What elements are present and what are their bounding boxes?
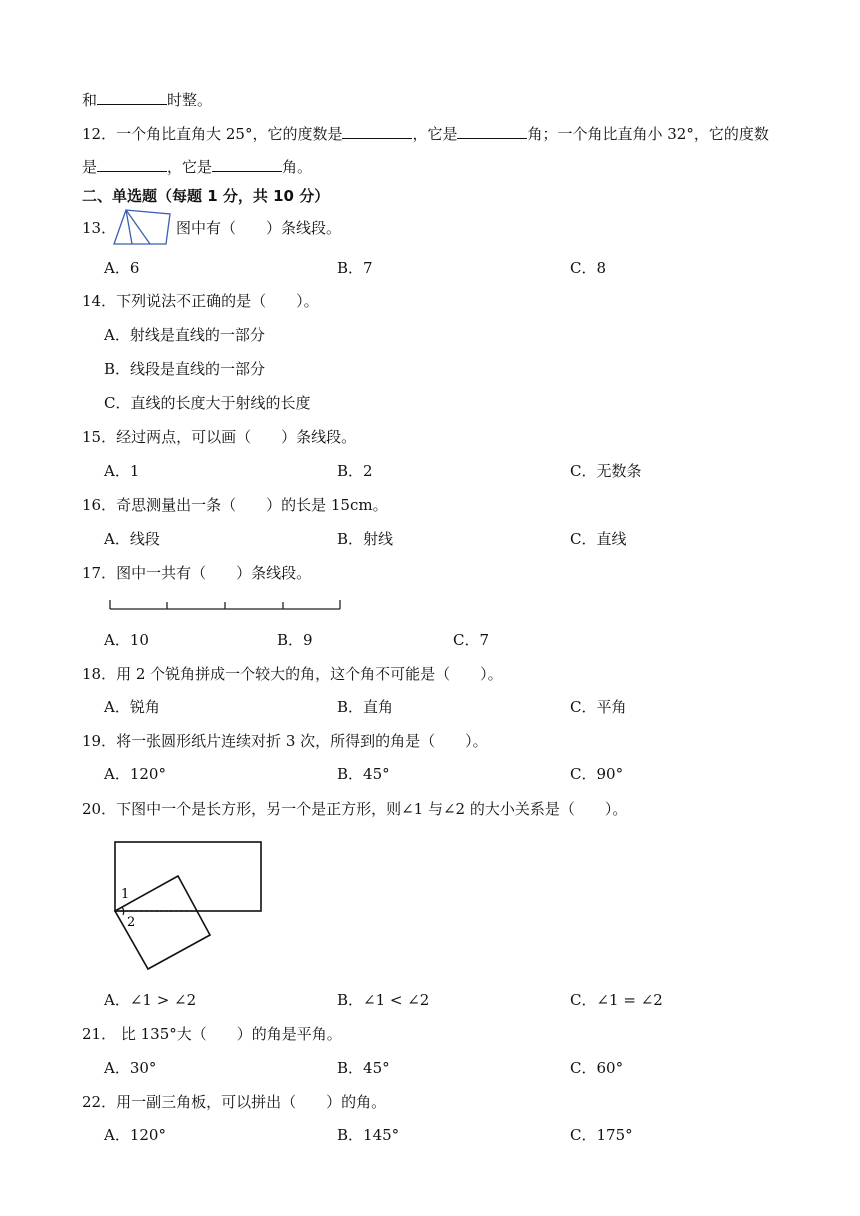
quadrilateral-segments-figure (112, 208, 174, 248)
question-20-text: 20．下图中一个是长方形，另一个是正方形，则∠1 与∠2 的大小关系是（ ）。 (82, 800, 628, 818)
option-a[interactable]: A．∠1 > ∠2 (104, 991, 197, 1009)
option-c[interactable]: C．平角 (570, 698, 627, 716)
option-a[interactable]: A．120° (104, 1126, 166, 1144)
answer-blank[interactable] (342, 122, 412, 139)
question-21-text: 21． 比 135°大（ ）的角是平角。 (82, 1025, 342, 1043)
question-12-line2: 是 ，它是 角。 (82, 155, 312, 177)
option-b[interactable]: B．2 (337, 462, 373, 480)
option-a[interactable]: A．6 (104, 259, 140, 277)
question-22-text: 22．用一副三角板，可以拼出（ ）的角。 (82, 1093, 387, 1111)
option-c[interactable]: C．8 (570, 259, 607, 277)
angle-2-label: 2 (127, 915, 136, 930)
option-c[interactable]: C．∠1 = ∠2 (570, 991, 663, 1009)
option-c[interactable]: C．无数条 (570, 462, 642, 480)
option-c[interactable]: C．直线的长度大于射线的长度 (104, 394, 311, 412)
answer-blank[interactable] (97, 155, 167, 172)
option-a[interactable]: A．线段 (104, 530, 160, 548)
answer-blank[interactable] (97, 88, 167, 105)
answer-blank[interactable] (212, 155, 282, 172)
option-a[interactable]: A．10 (104, 631, 149, 649)
question-13-text: 图中有（ ）条线段。 (176, 219, 342, 237)
option-a[interactable]: A．射线是直线的一部分 (104, 326, 265, 344)
option-b[interactable]: B．线段是直线的一部分 (104, 360, 266, 378)
section-title: 二、单选题（每题 1 分，共 10 分） (82, 187, 330, 205)
quadrilateral-outline (114, 210, 170, 244)
answer-blank[interactable] (457, 122, 527, 139)
question-13-number: 13． (82, 219, 117, 237)
question-19-text: 19．将一张圆形纸片连续对折 3 次，所得到的角是（ ）。 (82, 732, 488, 750)
option-a[interactable]: A．120° (104, 765, 166, 783)
option-b[interactable]: B．射线 (337, 530, 394, 548)
option-c[interactable]: C．直线 (570, 530, 627, 548)
option-b[interactable]: B．145° (337, 1126, 400, 1144)
question-12-line1: 12．一个角比直角大 25°，它的度数是 ，它是 角；一个角比直角小 32°，它的度数 (82, 122, 769, 144)
angle-1-label: 1 (121, 887, 130, 902)
option-b[interactable]: B．9 (277, 631, 313, 649)
q11-tail: 和 时整。 (82, 88, 212, 110)
option-b[interactable]: B．直角 (337, 698, 394, 716)
option-c[interactable]: C．60° (570, 1059, 624, 1077)
option-a[interactable]: A．锐角 (104, 698, 160, 716)
option-b[interactable]: B．45° (337, 765, 390, 783)
option-c[interactable]: C．7 (453, 631, 490, 649)
segment-line-figure (108, 597, 342, 613)
question-16-text: 16．奇思测量出一条（ ）的长是 15cm。 (82, 496, 388, 514)
option-b[interactable]: B．45° (337, 1059, 390, 1077)
option-a[interactable]: A．1 (104, 462, 140, 480)
rectangle-square-figure (108, 838, 268, 974)
question-14-text: 14．下列说法不正确的是（ ）。 (82, 292, 319, 310)
question-18-text: 18．用 2 个锐角拼成一个较大的角，这个角不可能是（ ）。 (82, 665, 503, 683)
option-b[interactable]: B．7 (337, 259, 373, 277)
option-c[interactable]: C．90° (570, 765, 624, 783)
option-b[interactable]: B．∠1 < ∠2 (337, 991, 430, 1009)
option-c[interactable]: C．175° (570, 1126, 633, 1144)
option-a[interactable]: A．30° (104, 1059, 157, 1077)
question-15-text: 15．经过两点，可以画（ ）条线段。 (82, 428, 357, 446)
rectangle (115, 842, 261, 911)
question-17-text: 17．图中一共有（ ）条线段。 (82, 564, 312, 582)
